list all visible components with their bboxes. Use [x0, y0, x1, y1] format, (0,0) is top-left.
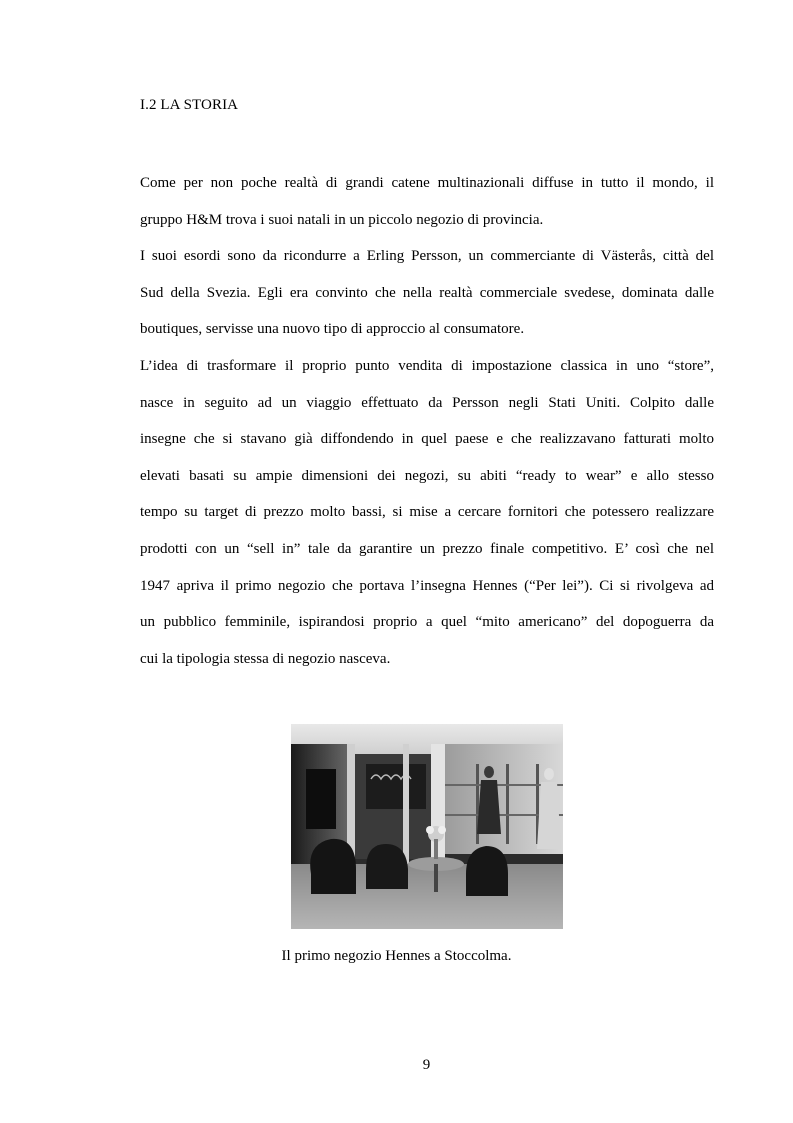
paragraph-line: cui la tipologia stessa di negozio nasceva.: [140, 650, 391, 667]
page-number: 9: [422, 1057, 431, 1073]
paragraph: [140, 348, 714, 677]
paragraph-line: gruppo H&M trova i suoi natali in un piccolo negozio di provincia.: [140, 211, 544, 228]
paragraph-line: I suoi esordi sono da ricondurre a Erling Persson, un commerciante di Västerås, città del: [140, 248, 714, 264]
paragraph-line: Come per non poche realtà di grandi catene multinazionali diffuse in tutto il mondo, il: [140, 175, 714, 191]
paragraph-line: tempo su target di prezzo molto bassi, si mise a cercare fornitori che potessero realizzare: [140, 504, 714, 521]
paragraph-line: boutiques, servisse una nuovo tipo di approccio al consumatore.: [140, 321, 525, 338]
paragraph-line: insegne che si stavano già diffondendo in quel paese e che realizzavano fatturati molto: [140, 431, 714, 448]
paragraph-line: 1947 apriva il primo negozio che portava l’insegna Hennes (“Per lei”). Ci si rivolgeva ad: [140, 577, 714, 594]
paragraph-line: elevati basati su ampie dimensioni dei negozi, su abiti “ready to wear” e allo stesso: [140, 467, 714, 484]
paragraph: [140, 238, 714, 348]
paragraph-line: L’idea di trasformare il proprio punto vendita di impostazione classica in uno “store”,: [140, 358, 714, 374]
paragraph-line: un pubblico femminile, ispirandosi proprio a quel “mito americano” del dopoguerra da: [140, 614, 714, 631]
store-interior-photo: [291, 724, 563, 929]
section-heading: I.2 LA STORIA: [140, 97, 239, 113]
figure-caption: Il primo negozio Hennes a Stoccolma.: [281, 948, 512, 964]
paragraph-line: prodotti con un “sell in” tale da garantire un prezzo finale competitivo. E’ così che nel: [140, 540, 714, 557]
paragraph: [140, 165, 714, 238]
paragraph-line: nasce in seguito ad un viaggio effettuato da Persson negli Stati Uniti. Colpito dalle: [140, 394, 714, 411]
paragraph-line: Sud della Svezia. Egli era convinto che nella realtà commerciale svedese, dominata dalle: [140, 284, 714, 301]
